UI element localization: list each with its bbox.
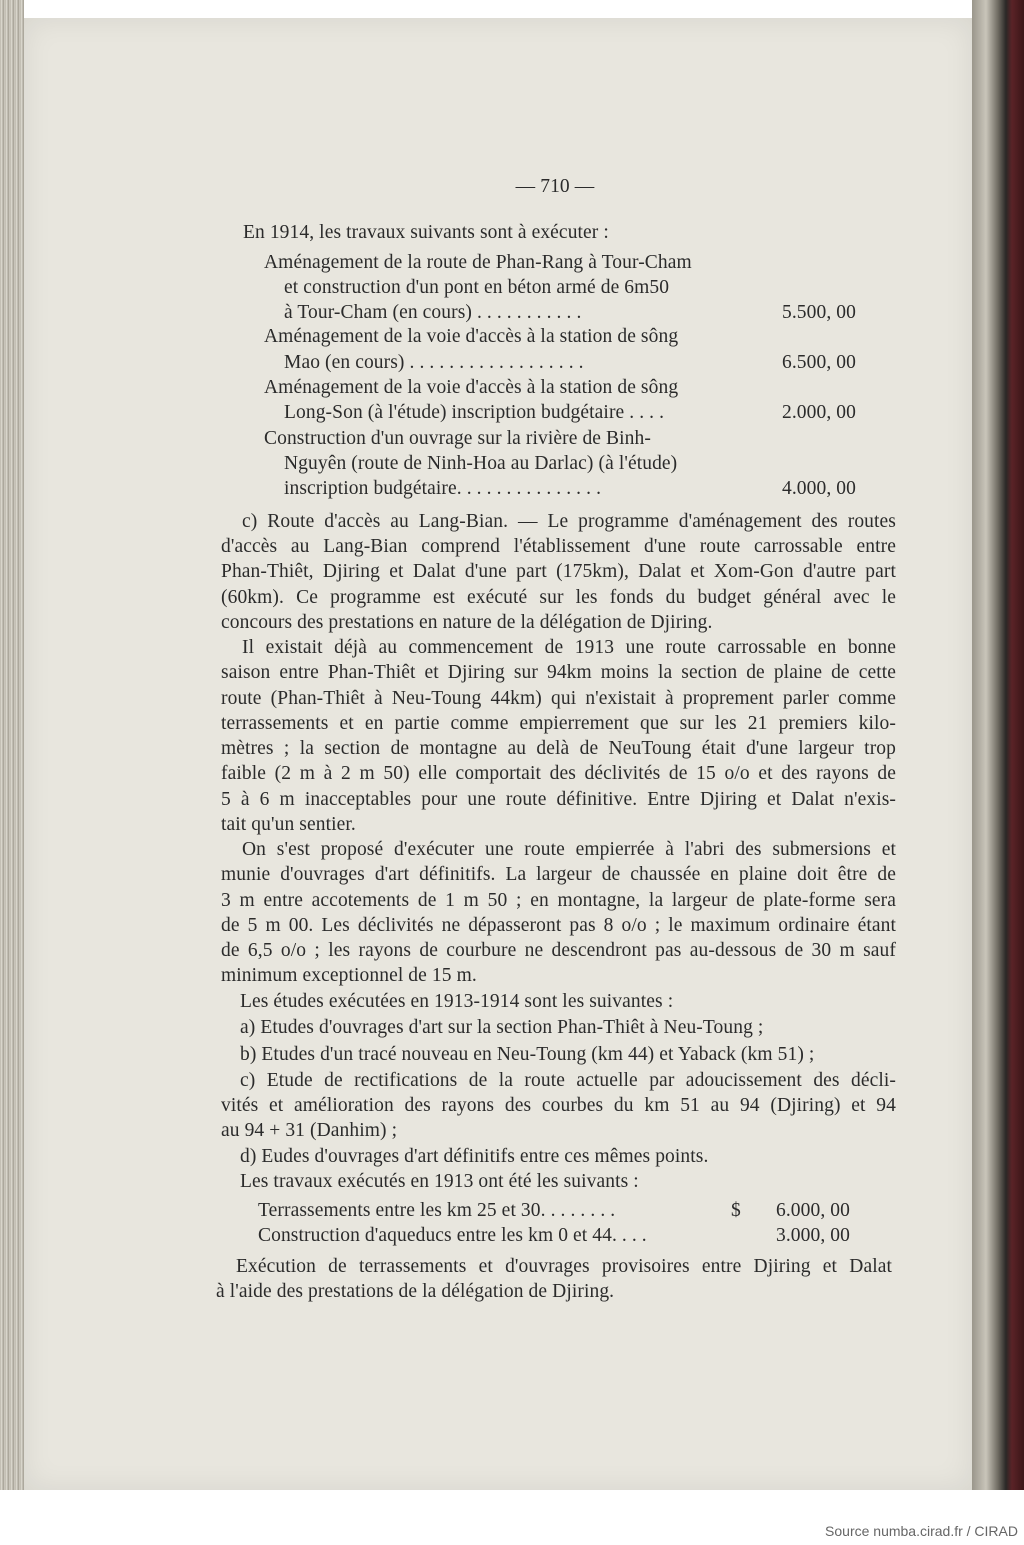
para-1913-line-6: faible (2 m à 2 m 50) elle comportait des déclivités de 15 o/o et des rayons de xyxy=(221,763,896,784)
para-1913-line-8: tait qu'un sentier. xyxy=(221,814,356,835)
work-3-amount: 2.000, 00 xyxy=(781,402,856,423)
para-1913-line-1: Il existait déjà au commencement de 1913 une route carrossable en bonne xyxy=(242,637,896,658)
para-1913-line-4: terrassements et en partie comme empierrement que sur les 21 premiers kilo- xyxy=(221,713,896,734)
page-number: — 710 — xyxy=(515,176,595,197)
travaux-1-amount: 6.000, 00 xyxy=(775,1200,850,1221)
para-propose-line-1: On s'est proposé d'exécuter une route empierrée à l'abri des submersions et xyxy=(242,839,896,860)
work-2-line-1: Aménagement de la voie d'accès à la station de sông xyxy=(264,326,679,347)
para-propose-line-6: minimum exceptionnel de 15 m. xyxy=(221,965,477,986)
etude-a: a) Etudes d'ouvrages d'art sur la section Phan-Thiêt à Neu-Toung ; xyxy=(240,1017,764,1038)
para-1913-line-3: route (Phan-Thiêt à Neu-Toung 44km) qui n'existait à proprement parler comme xyxy=(221,688,896,709)
work-1-line-1: Aménagement de la route de Phan-Rang à Tour-Cham xyxy=(264,252,692,273)
travaux-2-text: Construction d'aqueducs entre les km 0 et 44. . . . xyxy=(258,1225,647,1246)
work-3-line-1: Aménagement de la voie d'accès à la station de sông xyxy=(264,377,679,398)
page-stack-edges xyxy=(0,0,24,1490)
para-propose-line-5: de 6,5 o/o ; les rayons de courbure ne descendront pas au-dessous de 30 m sauf xyxy=(221,940,896,961)
travaux-1-currency: $ xyxy=(731,1200,741,1221)
work-2-line-2: Mao (en cours) . . . . . . . . . . . . . . . . . . xyxy=(284,352,584,373)
work-1-amount: 5.500, 00 xyxy=(781,302,856,323)
work-4-line-2: Nguyên (route de Ninh-Hoa au Darlac) (à l'étude) xyxy=(284,453,678,474)
closing-line-1: Exécution de terrassements et d'ouvrages provisoires entre Djiring et Dalat xyxy=(236,1256,892,1277)
para-1913-line-7: 5 à 6 m inacceptables pour une route définitive. Entre Djiring et Dalat n'exis- xyxy=(221,789,896,810)
section-c-line-5: concours des prestations en nature de la délégation de Djiring. xyxy=(221,612,713,633)
source-credit: Source numba.cirad.fr / CIRAD xyxy=(825,1523,1018,1539)
etude-c-line-1: c) Etude de rectifications de la route actuelle par adoucissement des décli- xyxy=(240,1070,896,1091)
travaux-1-text: Terrassements entre les km 25 et 30. . . . . . . . xyxy=(258,1200,616,1221)
etude-b: b) Etudes d'un tracé nouveau en Neu-Toung (km 44) et Yaback (km 51) ; xyxy=(240,1044,815,1065)
para-1913-line-5: mètres ; la section de montagne au delà de NeuToung était d'une largeur trop xyxy=(221,738,896,759)
section-c-line-3: Phan-Thiêt, Djiring et Dalat d'une part (175km), Dalat et Xom-Gon d'autre part xyxy=(221,561,896,582)
para-propose-line-3: 3 m entre accotements de 1 m 50 ; en montagne, la largeur de plate-forme sera xyxy=(221,890,896,911)
intro-line: En 1914, les travaux suivants sont à exécuter : xyxy=(243,222,609,243)
work-4-line-3: inscription budgétaire. . . . . . . . . . . . . . . xyxy=(284,478,602,499)
section-c-line-1: c) Route d'accès au Lang-Bian. — Le programme d'aménagement des routes xyxy=(242,511,896,532)
section-c-line-2: d'accès au Lang-Bian comprend l'établissement d'une route carrossable entre xyxy=(221,536,896,557)
section-c-line-4: (60km). Ce programme est exécuté sur les fonds du budget général avec le xyxy=(221,587,896,608)
work-1-line-3: à Tour-Cham (en cours) . . . . . . . . . . . xyxy=(284,302,582,323)
work-3-line-2: Long-Son (à l'étude) inscription budgétaire . . . . xyxy=(284,402,665,423)
travaux-2-amount: 3.000, 00 xyxy=(775,1225,850,1246)
work-4-amount: 4.000, 00 xyxy=(781,478,856,499)
para-1913-line-2: saison entre Phan-Thiêt et Djiring sur 94km moins la section de plaine de cette xyxy=(221,662,896,683)
etude-d: d) Eudes d'ouvrages d'art définitifs entre ces mêmes points. xyxy=(240,1146,709,1167)
etude-c-line-3: au 94 + 31 (Danhim) ; xyxy=(221,1120,398,1141)
travaux-intro: Les travaux exécutés en 1913 ont été les suivants : xyxy=(240,1171,639,1192)
para-propose-line-4: de 5 m 00. Les déclivités ne dépasseront pas 8 o/o ; le maximum ordinaire étant xyxy=(221,915,896,936)
book-binding xyxy=(972,0,1024,1490)
para-propose-line-2: munie d'ouvrages d'art définitifs. La largeur de chaussée en plaine doit être de xyxy=(221,864,896,885)
work-1-line-2: et construction d'un pont en béton armé de 6m50 xyxy=(284,277,670,298)
closing-line-2: à l'aide des prestations de la délégation de Djiring. xyxy=(216,1281,615,1302)
work-4-line-1: Construction d'un ouvrage sur la rivière de Binh- xyxy=(264,428,651,449)
etude-c-line-2: vités et amélioration des rayons des courbes du km 51 au 94 (Djiring) et 94 xyxy=(221,1095,896,1116)
etudes-intro: Les études exécutées en 1913-1914 sont les suivantes : xyxy=(240,991,674,1012)
work-2-amount: 6.500, 00 xyxy=(781,352,856,373)
